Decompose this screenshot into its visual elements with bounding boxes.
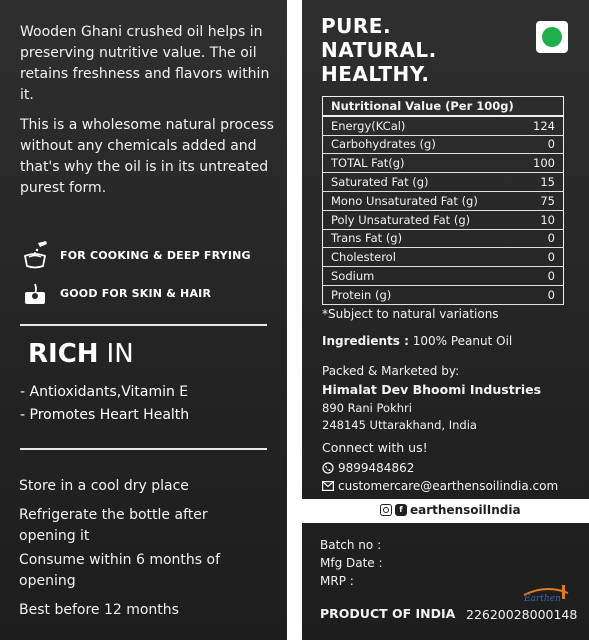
nutrient-name: Saturated Fat (g) — [323, 173, 518, 192]
benefit-item: - Antioxidants,Vitamin E — [20, 384, 189, 400]
nutrient-name: Energy(KCal) — [323, 116, 518, 135]
skin-hair-icon — [20, 278, 50, 308]
instagram-icon — [380, 504, 392, 516]
company-name: Himalat Dev Bhoomi Industries — [322, 382, 542, 397]
nutrition-header: Nutritional Value (Per 100g) — [323, 97, 564, 116]
divider — [20, 448, 267, 450]
nutrient-value: 0 — [518, 267, 564, 286]
nutrient-name: Protein (g) — [323, 285, 518, 304]
ingredients-label: Ingredients : — [322, 334, 409, 348]
storage-instruction: Store in a cool dry place — [19, 478, 189, 494]
storage-instruction: Refrigerate the bottle after opening it — [19, 507, 208, 544]
veg-mark-icon — [536, 21, 568, 53]
variation-note: *Subject to natural variations — [322, 307, 499, 321]
headline — [321, 14, 437, 86]
rich-heading-in: IN — [106, 339, 134, 369]
nutrient-name: Trans Fat (g) — [323, 229, 518, 248]
table-row — [323, 154, 564, 173]
barcode-number: 22620028000148 — [466, 607, 578, 622]
nutrient-value: 0 — [518, 285, 564, 304]
phone-line — [322, 461, 414, 475]
nutrient-value: 15 — [518, 173, 564, 192]
feature-label: GOOD FOR SKIN & HAIR — [60, 286, 212, 300]
nutrition-table — [322, 96, 564, 305]
social-handle[interactable]: earthensoilIndia — [410, 503, 521, 517]
mfg-label: Mfg Date : — [320, 556, 383, 570]
address-line-2: 248145 Uttarakhand, India — [322, 418, 477, 432]
phone-icon — [322, 462, 334, 474]
batch-label: Batch no : — [320, 538, 382, 552]
table-row — [323, 191, 564, 210]
benefit-item: - Promotes Heart Health — [20, 407, 190, 423]
social-handle-line — [380, 503, 521, 517]
ingredients-value: 100% Peanut Oil — [412, 334, 513, 348]
rich-heading-bold: RICH — [28, 339, 99, 369]
nutrient-name: Carbohydrates (g) — [323, 135, 518, 154]
nutrient-value: 75 — [518, 191, 564, 210]
nutrient-name: TOTAL Fat(g) — [323, 154, 518, 173]
nutrient-name: Poly Unsaturated Fat (g) — [323, 210, 518, 229]
headline-line: HEALTHY. — [321, 62, 430, 86]
storage-instruction: Consume within 6 months of opening — [19, 552, 221, 589]
nutrient-value: 10 — [518, 210, 564, 229]
brand-logo-icon — [522, 581, 570, 603]
cooking-pot-icon — [20, 240, 50, 270]
connect-heading: Connect with us! — [322, 440, 428, 455]
table-row — [323, 173, 564, 192]
address-line-1: 890 Rani Pokhri — [322, 401, 412, 415]
email-line — [322, 479, 558, 493]
intro-paragraph-1: Wooden Ghani crushed oil helps in preserving nutritive value. The oil retains freshness and flavors within it. — [20, 24, 270, 103]
ingredients-line — [322, 334, 512, 348]
nutrient-value: 0 — [518, 135, 564, 154]
table-row — [323, 229, 564, 248]
mrp-label: MRP : — [320, 574, 354, 588]
email-address[interactable]: customercare@earthensoilindia.com — [338, 479, 559, 493]
table-row — [323, 248, 564, 267]
mail-icon — [322, 481, 334, 491]
veg-dot — [542, 27, 562, 47]
nutrient-name: Mono Unsaturated Fat (g) — [323, 191, 518, 210]
table-row — [323, 285, 564, 304]
table-row — [323, 267, 564, 286]
table-row — [323, 116, 564, 135]
intro-paragraph-2: This is a wholesome natural process without any chemicals added and that's why the oil is in its untreated purest form. — [20, 117, 274, 196]
nutrient-value: 100 — [518, 154, 564, 173]
feature-skin-hair — [20, 278, 211, 308]
nutrition-header-row — [323, 97, 564, 116]
table-row — [323, 210, 564, 229]
feature-cooking — [20, 240, 251, 270]
headline-line: NATURAL. — [321, 38, 437, 62]
nutrient-name: Sodium — [323, 267, 518, 286]
origin-label: PRODUCT OF INDIA — [320, 606, 456, 621]
storage-instruction: Best before 12 months — [19, 602, 179, 618]
divider — [20, 324, 267, 326]
facebook-icon: f — [395, 504, 407, 516]
phone-number[interactable]: 9899484862 — [338, 461, 415, 475]
feature-label: FOR COOKING & DEEP FRYING — [60, 248, 251, 262]
table-row — [323, 135, 564, 154]
headline-line: PURE. — [321, 14, 392, 38]
nutrient-value: 124 — [518, 116, 564, 135]
nutrient-value: 0 — [518, 248, 564, 267]
rich-in-heading — [28, 339, 134, 369]
nutrient-name: Cholesterol — [323, 248, 518, 267]
brand-logo-text: Earthen — [524, 594, 561, 603]
packed-by-label: Packed & Marketed by: — [322, 364, 460, 378]
nutrient-value: 0 — [518, 229, 564, 248]
